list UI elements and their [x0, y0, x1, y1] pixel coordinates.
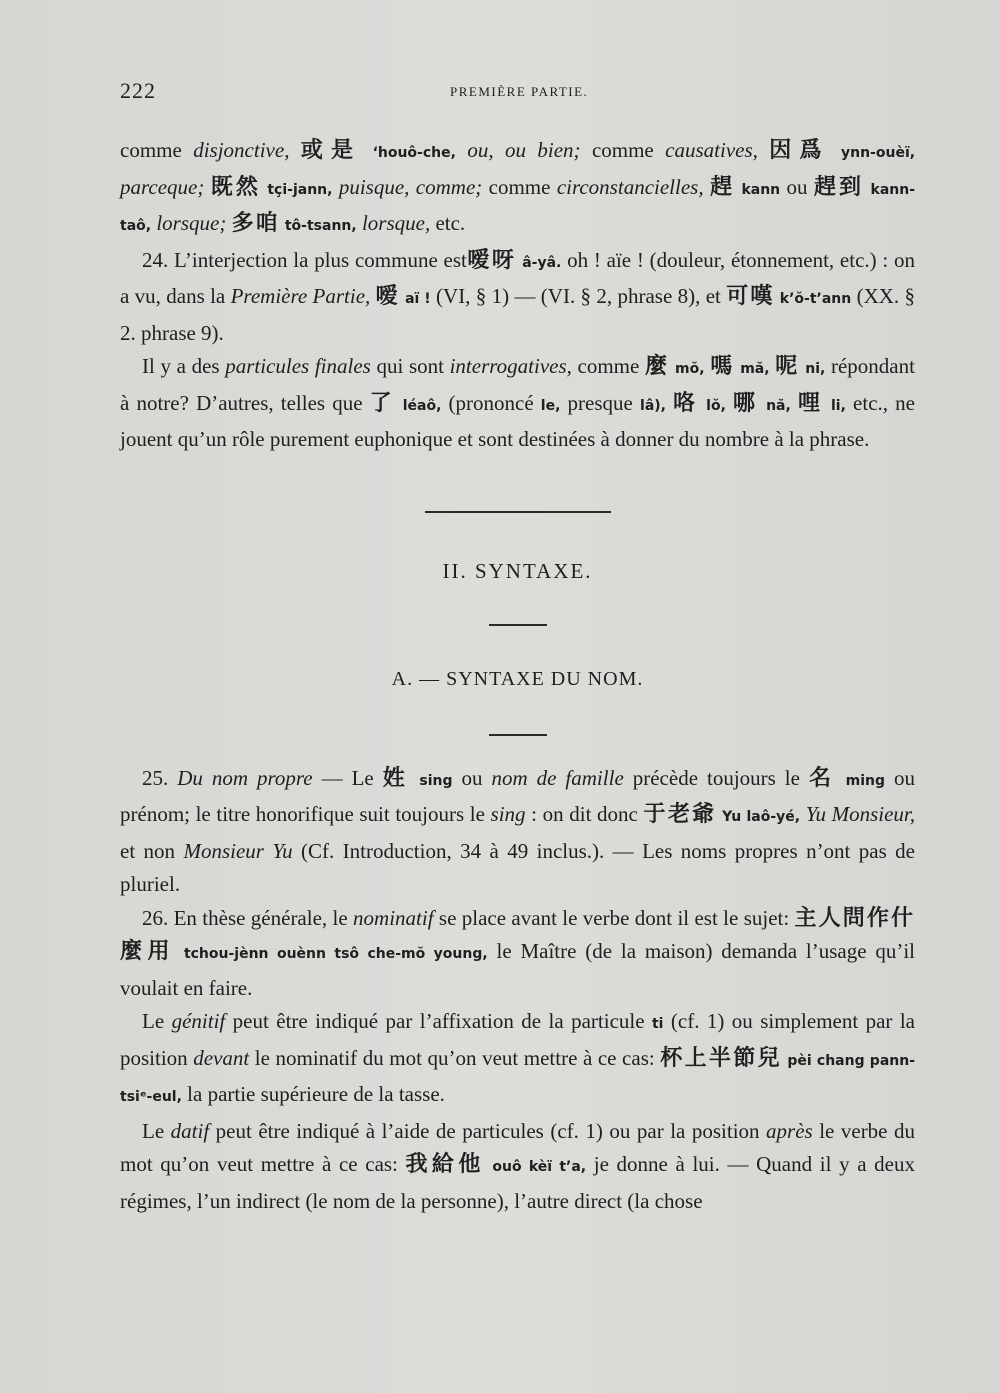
italic-term: nom de famille	[491, 765, 624, 790]
romanization: ni,	[805, 361, 826, 377]
italic-term: Première Partie,	[230, 284, 371, 308]
text: le Maître (de la maison) demanda l’usage qu’il voulait en faire.	[120, 939, 916, 1000]
chinese-characters: 我給他	[405, 1152, 485, 1177]
chinese-characters: 因爲	[769, 138, 830, 163]
romanization: li,	[830, 397, 846, 414]
romanization: nă,	[766, 397, 791, 414]
italic-term: particules finales	[225, 354, 371, 378]
text: peut être indiqué à l’aide de particules (cf. 1) ou par la position	[209, 1118, 767, 1143]
paragraph-26	[120, 902, 915, 1006]
paragraph-24	[120, 244, 915, 351]
chinese-characters: 或是	[300, 138, 362, 163]
chinese-characters: 可嘆	[726, 284, 775, 309]
italic-term: après	[766, 1118, 813, 1143]
romanization: ‘houô-che,	[372, 145, 456, 161]
text: précède toujours le	[623, 765, 809, 790]
text: répondant à notre? D’autres, telles que	[120, 354, 915, 415]
italic-term: Yu Monsieur,	[805, 802, 916, 826]
text: oh ! aïe ! (douleur, étonnement, etc.) : on a vu, dans la	[120, 247, 915, 308]
text: etc., ne jouent qu’un rôle purement euphonique et sont destinées à donner du nombre à la phrase.	[120, 390, 915, 451]
romanization: lŏ,	[706, 397, 726, 414]
text: : on dit donc	[525, 802, 644, 826]
italic-term: nominatif	[353, 905, 434, 930]
italic-term: interrogatives,	[449, 354, 572, 378]
chinese-characters: 咯	[673, 390, 700, 416]
italic-term: devant	[193, 1045, 250, 1070]
italic-term: puisque, comme;	[338, 174, 483, 199]
chinese-characters: 主人問作什麼用	[120, 905, 915, 964]
chinese-characters: 嗎	[710, 354, 735, 379]
subsection-title: A. — SYNTAXE DU NOM.	[391, 667, 644, 690]
section-title: II. SYNTAXE.	[442, 558, 593, 583]
text: comme	[120, 138, 194, 162]
italic-term: circonstancielles,	[556, 174, 704, 199]
chinese-characters: 呢	[775, 354, 800, 379]
text: ou	[452, 765, 492, 790]
chinese-characters: 名	[808, 765, 837, 791]
text: la partie supérieure de la tasse.	[181, 1082, 445, 1106]
italic-term: Monsieur Yu	[183, 838, 293, 863]
text: 25.	[142, 765, 178, 790]
romanization: mŏ,	[675, 361, 705, 377]
text: (XX. § 2. phrase 9).	[120, 284, 915, 345]
text: ou prénom; le titre honorifique suit toujours le	[120, 765, 916, 826]
chinese-characters: 麼	[644, 354, 670, 379]
text: Le	[142, 1118, 171, 1143]
romanization: tçi-jann,	[267, 181, 333, 198]
chinese-characters: 了	[369, 390, 396, 416]
running-head: PREMIÈRE PARTIE.	[450, 84, 589, 99]
chinese-characters: 哩	[797, 390, 824, 416]
text: — Le	[312, 765, 383, 790]
text: 26. En thèse générale, le	[142, 905, 354, 930]
chinese-characters: 既然	[210, 174, 261, 200]
paragraph-25	[120, 762, 915, 902]
romanization: pèi chang pann-tsiᵉ-eul,	[120, 1052, 916, 1105]
text: je donne à lui. — Quand il y a deux régimes, l’un indirect (le nom de la personne), l’autre direct (la chose	[120, 1152, 915, 1213]
text: comme	[571, 354, 645, 378]
italic-term: causatives,	[665, 138, 758, 162]
romanization: ouô kèï t’a,	[492, 1159, 587, 1175]
italic-term: génitif	[171, 1009, 226, 1033]
chinese-characters: 嗳	[375, 284, 400, 309]
romanization: Yu laô-yé,	[722, 809, 801, 825]
text: le verbe du mot qu’on veut mettre à ce cas:	[120, 1118, 916, 1176]
romanization: â-yâ.	[522, 254, 562, 271]
text: Le	[142, 1009, 172, 1033]
italic-term: datif	[170, 1118, 210, 1143]
romanization: tchou-jènn ouènn tsô che-mŏ young,	[183, 946, 488, 962]
chinese-characters: 多咱	[231, 211, 280, 236]
text: le nominatif du mot qu’on veut mettre à ce cas:	[249, 1045, 661, 1070]
paragraph-dative	[120, 1115, 915, 1219]
text: peut être indiqué par l’affixation de la particule	[225, 1009, 652, 1033]
chinese-characters: 杯上半節兒	[660, 1045, 782, 1071]
chinese-characters: 哪	[733, 390, 759, 416]
italic-term: disjonctive,	[193, 138, 290, 162]
chinese-characters: 于老爺	[643, 802, 717, 827]
romanization: k’ŏ-t’ann	[779, 291, 852, 307]
page-body	[120, 134, 915, 1218]
text: qui sont	[370, 354, 450, 378]
romanization: kann	[741, 181, 781, 198]
text: et non	[120, 838, 184, 863]
chinese-characters: 嗳呀	[466, 247, 517, 273]
romanization: le,	[540, 397, 561, 414]
romanization: mă,	[740, 361, 770, 377]
page-number: 222	[120, 78, 156, 103]
text: se place avant le verbe dont il est le sujet:	[433, 905, 795, 930]
romanization: aï !	[405, 291, 431, 307]
romanization: ming	[845, 772, 886, 789]
chinese-characters: 姓	[382, 765, 411, 791]
text: comme	[482, 174, 557, 199]
romanization: ynn-ouèï,	[841, 145, 916, 161]
paragraph-genitive	[120, 1005, 915, 1115]
text: Il y a des	[142, 354, 226, 378]
paragraph-conjunctions	[120, 134, 915, 244]
italic-term: parceque;	[120, 174, 205, 199]
italic-term: lorsque;	[156, 211, 227, 235]
chinese-characters: 趕	[709, 174, 736, 200]
romanization: lâ),	[640, 397, 666, 414]
romanization: tô-tsann,	[284, 218, 357, 234]
romanization: sing	[419, 772, 453, 789]
text: (cf. 1) ou simplement par la position	[120, 1009, 915, 1070]
text: (Cf. Introduction, 34 à 49 inclus.). — Les noms propres n’ont pas de pluriel.	[120, 838, 916, 896]
text: etc.	[430, 211, 466, 235]
italic-term: Du nom propre	[177, 765, 313, 790]
chinese-characters: 趕到	[813, 174, 865, 200]
romanization: kann-taô,	[120, 181, 916, 234]
romanization: ti	[651, 1016, 664, 1032]
italic-term: sing	[490, 802, 526, 826]
text: presque	[560, 390, 641, 415]
italic-term: ou, ou bien;	[467, 138, 581, 162]
text: (VI, § 1) — (VI. § 2, phrase 8), et	[430, 284, 727, 308]
text: 24. L’interjection la plus commune est	[142, 247, 467, 272]
text: comme	[580, 138, 666, 162]
text: ou	[780, 174, 814, 199]
text: (prononcé	[441, 390, 541, 415]
page-header	[120, 78, 912, 108]
italic-term: lorsque,	[361, 211, 431, 235]
romanization: léaô,	[402, 397, 442, 414]
paragraph-final-particles	[120, 350, 915, 457]
